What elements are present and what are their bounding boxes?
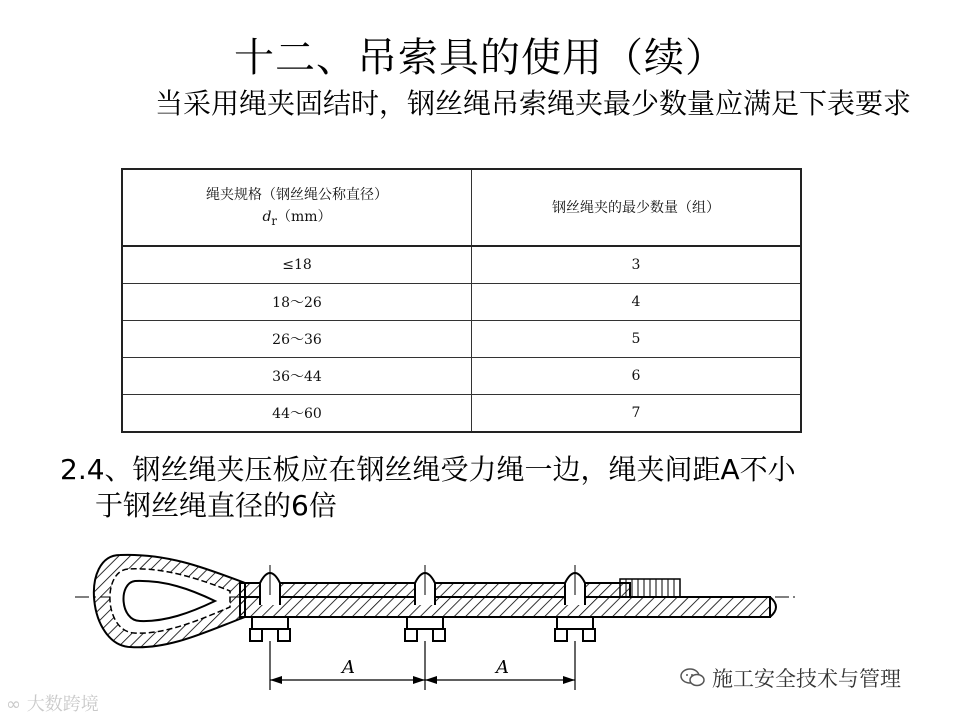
cell-count: 4 bbox=[472, 284, 802, 321]
table-row bbox=[122, 395, 801, 433]
watermark-right bbox=[680, 663, 901, 693]
rule-line-2: 于钢丝绳直径的6倍 bbox=[95, 489, 337, 522]
wire-clip-spec-table bbox=[121, 168, 802, 433]
table-row bbox=[122, 246, 801, 284]
rope-live-end bbox=[240, 597, 770, 617]
dimension-label-a1: A bbox=[342, 657, 355, 678]
cell-count: 6 bbox=[472, 358, 802, 395]
rule-paragraph bbox=[60, 452, 920, 524]
cell-spec: ≤18 bbox=[122, 246, 472, 284]
dimension-label-a2: A bbox=[496, 657, 509, 678]
rule-line-1: 2.4、钢丝绳夹压板应在钢丝绳受力绳一边，绳夹间距A不小 bbox=[60, 453, 796, 486]
watermark-left-text: 大数跨境 bbox=[26, 694, 99, 715]
header-symbol: d bbox=[262, 208, 272, 225]
cell-count: 5 bbox=[472, 321, 802, 358]
header-clip-spec bbox=[122, 169, 472, 246]
page-title: 十二、吊索具的使用（续） bbox=[234, 35, 726, 81]
table-header-row bbox=[122, 169, 801, 246]
intro-paragraph: 当采用绳夹固结时，钢丝绳吊索绳夹最少数量应满足下表要求 bbox=[155, 87, 912, 120]
cell-spec: 26～36 bbox=[122, 321, 472, 358]
table-row bbox=[122, 284, 801, 321]
watermark-logo-icon: ∞ bbox=[6, 694, 27, 715]
header-unit: （mm） bbox=[276, 208, 332, 225]
header-clip-spec-label: 绳夹规格（钢丝绳公称直径） bbox=[206, 186, 388, 203]
cell-spec: 44～60 bbox=[122, 395, 472, 433]
header-subscript: r bbox=[271, 213, 277, 228]
watermark-left bbox=[6, 690, 99, 716]
cell-count: 7 bbox=[472, 395, 802, 433]
table-row bbox=[122, 321, 801, 358]
watermark-right-text: 施工安全技术与管理 bbox=[712, 667, 901, 691]
header-min-count: 钢丝绳夹的最少数量（组） bbox=[472, 169, 802, 246]
dimension-lines bbox=[270, 641, 575, 690]
cell-spec: 36～44 bbox=[122, 358, 472, 395]
wechat-icon bbox=[680, 667, 706, 689]
cell-count: 3 bbox=[472, 246, 802, 284]
cell-spec: 18～26 bbox=[122, 284, 472, 321]
table-row bbox=[122, 358, 801, 395]
